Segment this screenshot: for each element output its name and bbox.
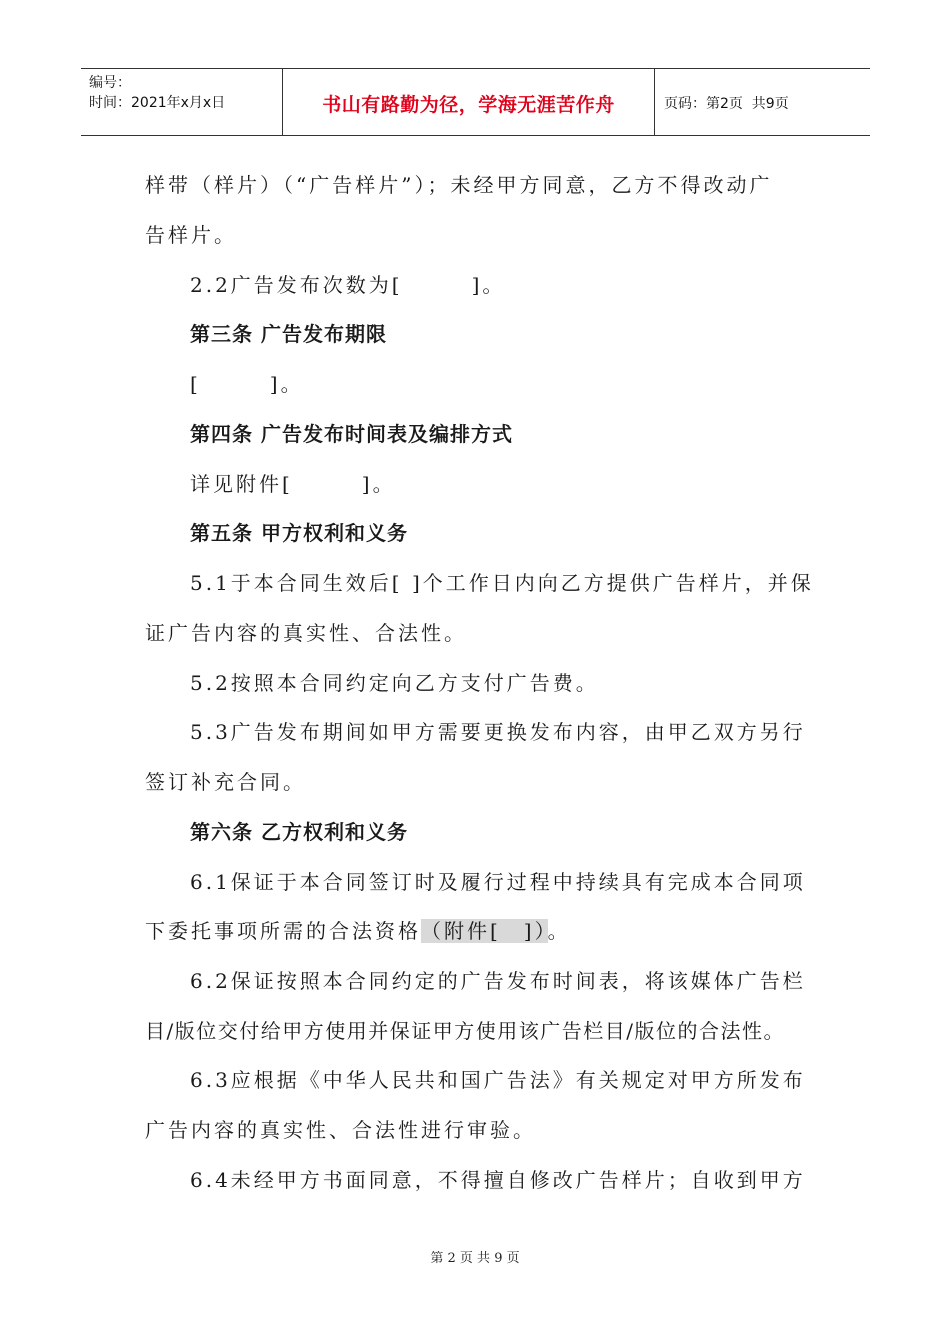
body-line: 签订补充合同。: [145, 770, 306, 794]
body-text: 下委托事项所需的合法资格: [145, 919, 421, 943]
article-4-heading: 第四条 广告发布时间表及编排方式: [190, 422, 513, 446]
clause-5-1: 5.1于本合同生效后[ ]个工作日内向乙方提供广告样片，并保: [190, 571, 814, 595]
clause-5-3: 5.3广告发布期间如甲方需要更换发布内容，由甲乙双方另行: [190, 720, 806, 744]
attachment-field: （附件[ ]）: [421, 919, 548, 943]
clause-6-4: 6.4未经甲方书面同意，不得擅自修改广告样片；自收到甲方: [190, 1168, 806, 1192]
body-line: [ ]。: [190, 372, 304, 396]
clause-2-2: 2.2广告发布次数为[ ]。: [190, 273, 506, 297]
article-6-heading: 第六条 乙方权利和义务: [190, 820, 408, 844]
page-footer: 第 2 页 共 9 页: [430, 1251, 520, 1266]
header-page-label: 页码：第2页 共9页: [664, 96, 789, 112]
clause-6-2: 6.2保证按照本合同约定的广告发布时间表，将该媒体广告栏: [190, 969, 806, 993]
clause-5-2: 5.2按照本合同约定向乙方支付广告费。: [190, 671, 599, 695]
clause-6-3: 6.3应根据《中华人民共和国广告法》有关规定对甲方所发布: [190, 1068, 806, 1092]
body-line: 目/版位交付给甲方使用并保证甲方使用该广告栏目/版位的合法性。: [145, 1019, 785, 1043]
number-label: 编号：: [89, 75, 131, 91]
body-line: 详见附件[ ]。: [190, 472, 396, 496]
body-text: 。: [547, 919, 571, 943]
body-line: 告样片。: [145, 223, 237, 247]
body-line: 样带（样片）（“广告样片”）；未经甲方同意，乙方不得改动广: [145, 173, 773, 197]
body-line: 证广告内容的真实性、合法性。: [145, 621, 467, 645]
document-header: [81, 68, 870, 136]
clause-6-1: 6.1保证于本合同签订时及履行过程中持续具有完成本合同项: [190, 870, 806, 894]
body-line: 广告内容的真实性、合法性进行审验。: [145, 1118, 536, 1142]
article-3-heading: 第三条 广告发布期限: [190, 322, 387, 346]
header-motto: 书山有路勤为径，学海无涯苦作舟: [322, 93, 615, 116]
body-line: [145, 917, 571, 945]
date-label: 时间：2021年x月x日: [89, 95, 226, 111]
header-meta: [89, 73, 225, 113]
article-5-heading: 第五条 甲方权利和义务: [190, 521, 408, 545]
header-divider-right: [654, 69, 655, 135]
